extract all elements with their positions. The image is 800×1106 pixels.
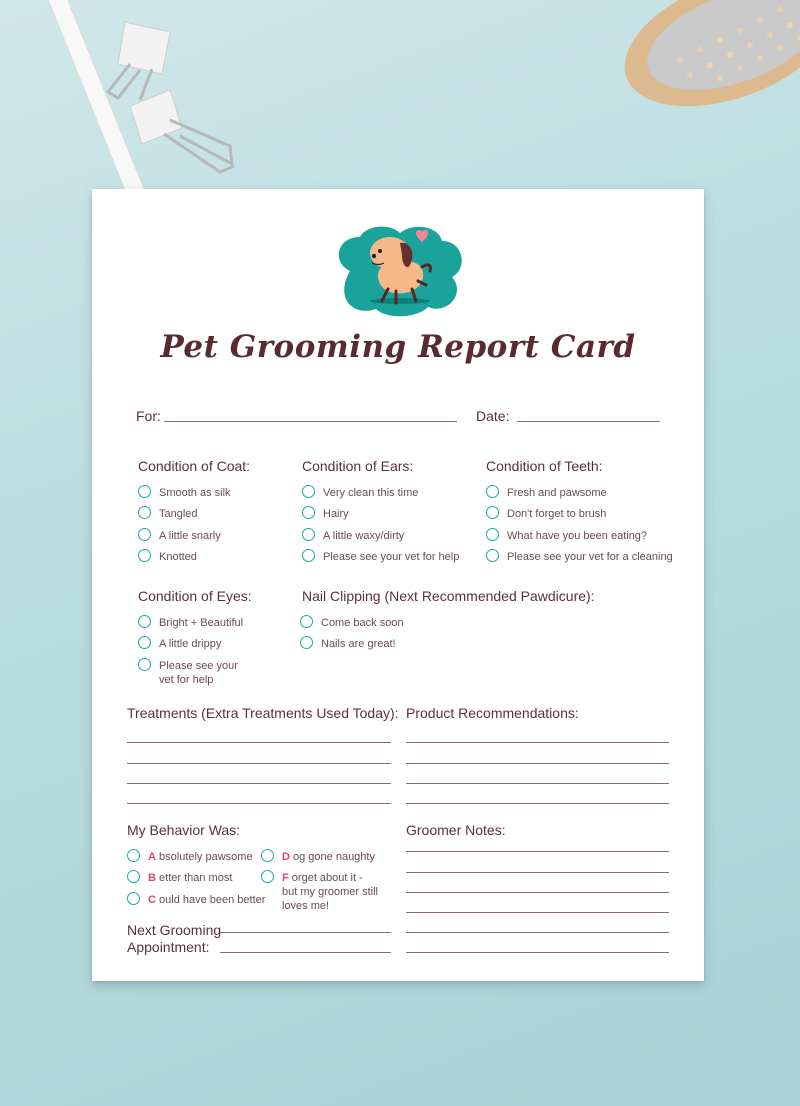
radio-circle-icon[interactable] xyxy=(138,549,151,562)
treatments-line[interactable] xyxy=(127,783,391,784)
for-label: For: xyxy=(136,408,161,424)
radio-circle-icon[interactable] xyxy=(138,528,151,541)
eyes-option[interactable]: A little drippy xyxy=(138,637,221,651)
eyes-option[interactable]: Bright + Beautiful xyxy=(138,616,243,630)
coat-option[interactable]: A little snarly xyxy=(138,529,221,543)
radio-circle-icon[interactable] xyxy=(302,485,315,498)
groomer-notes-heading: Groomer Notes: xyxy=(406,822,506,838)
coat-option[interactable]: Knotted xyxy=(138,550,197,564)
teeth-option[interactable]: Fresh and pawsome xyxy=(486,486,607,500)
brush-prop xyxy=(610,0,800,120)
behavior-option[interactable]: C ould have been better xyxy=(127,893,265,907)
treatments-line[interactable] xyxy=(127,742,391,743)
coat-option[interactable]: Smooth as silk xyxy=(138,486,231,500)
radio-circle-icon[interactable] xyxy=(302,549,315,562)
binder-clip-icon xyxy=(120,86,245,181)
behavior-option[interactable]: A bsolutely pawsome xyxy=(127,850,253,864)
groomer-notes-line[interactable] xyxy=(406,872,669,873)
radio-circle-icon[interactable] xyxy=(261,849,274,862)
eyes-heading: Condition of Eyes: xyxy=(138,588,252,604)
radio-circle-icon[interactable] xyxy=(138,485,151,498)
radio-circle-icon[interactable] xyxy=(486,549,499,562)
radio-circle-icon[interactable] xyxy=(302,506,315,519)
groomer-notes-line[interactable] xyxy=(406,912,669,913)
products-heading: Product Recommendations: xyxy=(406,705,579,721)
for-field[interactable] xyxy=(164,421,457,422)
date-field[interactable] xyxy=(517,421,660,422)
eyes-option[interactable]: Please see your vet for help xyxy=(138,659,238,687)
radio-circle-icon[interactable] xyxy=(138,658,151,671)
behavior-option[interactable]: D og gone naughty xyxy=(261,850,375,864)
nails-option[interactable]: Nails are great! xyxy=(300,637,396,651)
treatments-line[interactable] xyxy=(127,763,391,764)
ears-heading: Condition of Ears: xyxy=(302,458,414,474)
ears-option[interactable]: Please see your vet for help xyxy=(302,550,459,564)
treatments-heading: Treatments (Extra Treatments Used Today): xyxy=(127,705,399,721)
radio-circle-icon[interactable] xyxy=(302,528,315,541)
radio-circle-icon[interactable] xyxy=(127,849,140,862)
radio-circle-icon[interactable] xyxy=(138,636,151,649)
teeth-option[interactable]: Don't forget to brush xyxy=(486,507,606,521)
nails-option[interactable]: Come back soon xyxy=(300,616,404,630)
dog-logo-icon xyxy=(330,223,466,319)
radio-circle-icon[interactable] xyxy=(486,528,499,541)
behavior-option[interactable]: B etter than most xyxy=(127,871,232,885)
teeth-option[interactable]: Please see your vet for a cleaning xyxy=(486,550,673,564)
groomer-notes-line[interactable] xyxy=(406,892,669,893)
teeth-heading: Condition of Teeth: xyxy=(486,458,603,474)
page-title: Pet Grooming Report Card xyxy=(160,329,636,365)
ears-option[interactable]: A little waxy/dirty xyxy=(302,529,404,543)
radio-circle-icon[interactable] xyxy=(138,615,151,628)
radio-circle-icon[interactable] xyxy=(127,892,140,905)
next-appointment-line[interactable] xyxy=(220,932,391,933)
next-appointment-label: Next Grooming Appointment: xyxy=(127,922,222,955)
ears-option[interactable]: Hairy xyxy=(302,507,349,521)
radio-circle-icon[interactable] xyxy=(486,506,499,519)
coat-option[interactable]: Tangled xyxy=(138,507,198,521)
report-card-sheet xyxy=(92,189,704,981)
date-label: Date: xyxy=(476,408,510,424)
radio-circle-icon[interactable] xyxy=(300,615,313,628)
products-line[interactable] xyxy=(406,783,669,784)
groomer-notes-line[interactable] xyxy=(406,932,669,933)
radio-circle-icon[interactable] xyxy=(138,506,151,519)
groomer-notes-line[interactable] xyxy=(406,851,669,852)
teeth-option[interactable]: What have you been eating? xyxy=(486,529,647,543)
behavior-heading: My Behavior Was: xyxy=(127,822,241,838)
radio-circle-icon[interactable] xyxy=(486,485,499,498)
coat-heading: Condition of Coat: xyxy=(138,458,251,474)
products-line[interactable] xyxy=(406,763,669,764)
treatments-line[interactable] xyxy=(127,803,391,804)
products-line[interactable] xyxy=(406,803,669,804)
radio-circle-icon[interactable] xyxy=(300,636,313,649)
behavior-option[interactable]: F orget about it - but my groomer still loves me! xyxy=(261,871,378,913)
nails-heading: Nail Clipping (Next Recommended Pawdicure): xyxy=(302,588,595,604)
products-line[interactable] xyxy=(406,742,669,743)
next-appointment-line[interactable] xyxy=(220,952,391,953)
radio-circle-icon[interactable] xyxy=(127,870,140,883)
groomer-notes-line[interactable] xyxy=(406,952,669,953)
ears-option[interactable]: Very clean this time xyxy=(302,486,418,500)
radio-circle-icon[interactable] xyxy=(261,870,274,883)
